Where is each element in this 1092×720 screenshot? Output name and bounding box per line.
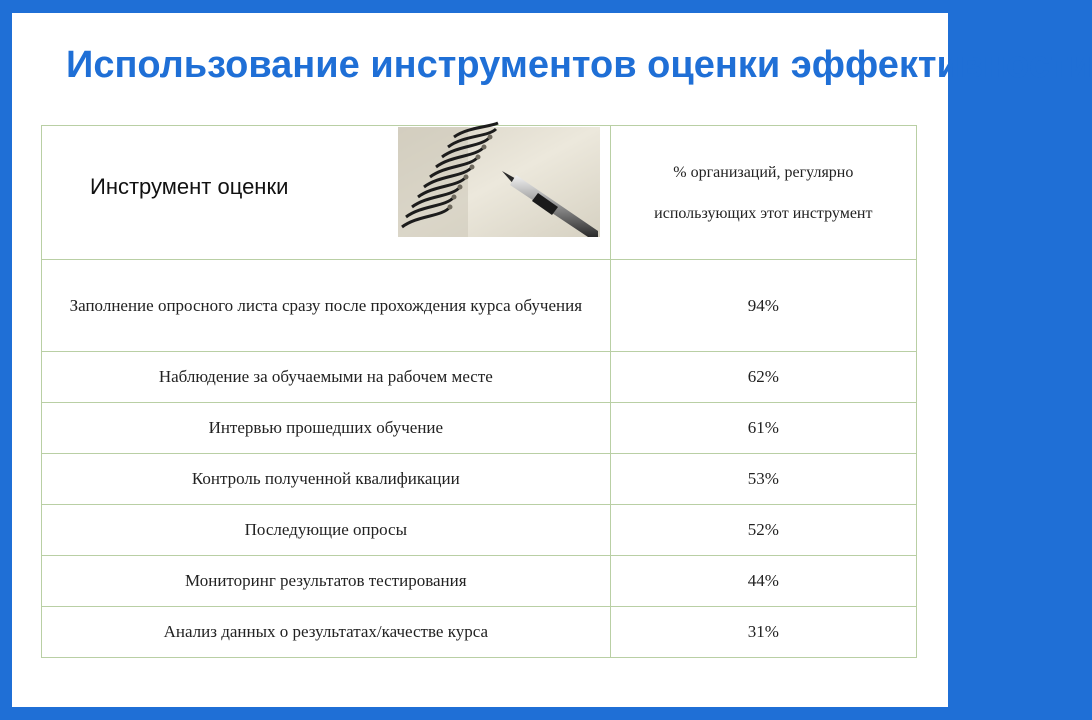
evaluation-tools-table: [41, 125, 917, 658]
tool-name-cell: Последующие опросы: [42, 505, 611, 556]
percent-cell: 62%: [610, 352, 916, 403]
table-row: [42, 607, 917, 658]
slide-title: Использование инструментов оценки эффективности: [66, 44, 1092, 86]
header-tool-label: Инструмент оценки: [90, 174, 289, 199]
percent-cell: 52%: [610, 505, 916, 556]
table-row: [42, 260, 917, 352]
table-row: [42, 352, 917, 403]
tool-name-cell: Контроль полученной квалификации: [42, 454, 611, 505]
table-header-row: [42, 126, 917, 260]
table-row: [42, 403, 917, 454]
percent-cell: 53%: [610, 454, 916, 505]
tool-name-cell: Анализ данных о результатах/качестве курса: [42, 607, 611, 658]
slide: [12, 13, 1092, 707]
table-row: [42, 556, 917, 607]
tool-name-cell: Интервью прошедших обучение: [42, 403, 611, 454]
percent-cell: 31%: [610, 607, 916, 658]
percent-cell: 94%: [610, 260, 916, 352]
tool-name-cell: Наблюдение за обучаемыми на рабочем месте: [42, 352, 611, 403]
header-cell-tool: [42, 126, 611, 260]
notebook-pen-photo-icon: [398, 127, 600, 237]
header-cell-percent: % организаций, регулярно использующих этот инструмент: [610, 126, 916, 260]
percent-cell: 61%: [610, 403, 916, 454]
table-row: [42, 505, 917, 556]
table-row: [42, 454, 917, 505]
percent-cell: 44%: [610, 556, 916, 607]
tool-name-cell: Мониторинг результатов тестирования: [42, 556, 611, 607]
tool-name-cell: Заполнение опросного листа сразу после прохождения курса обучения: [42, 260, 611, 352]
